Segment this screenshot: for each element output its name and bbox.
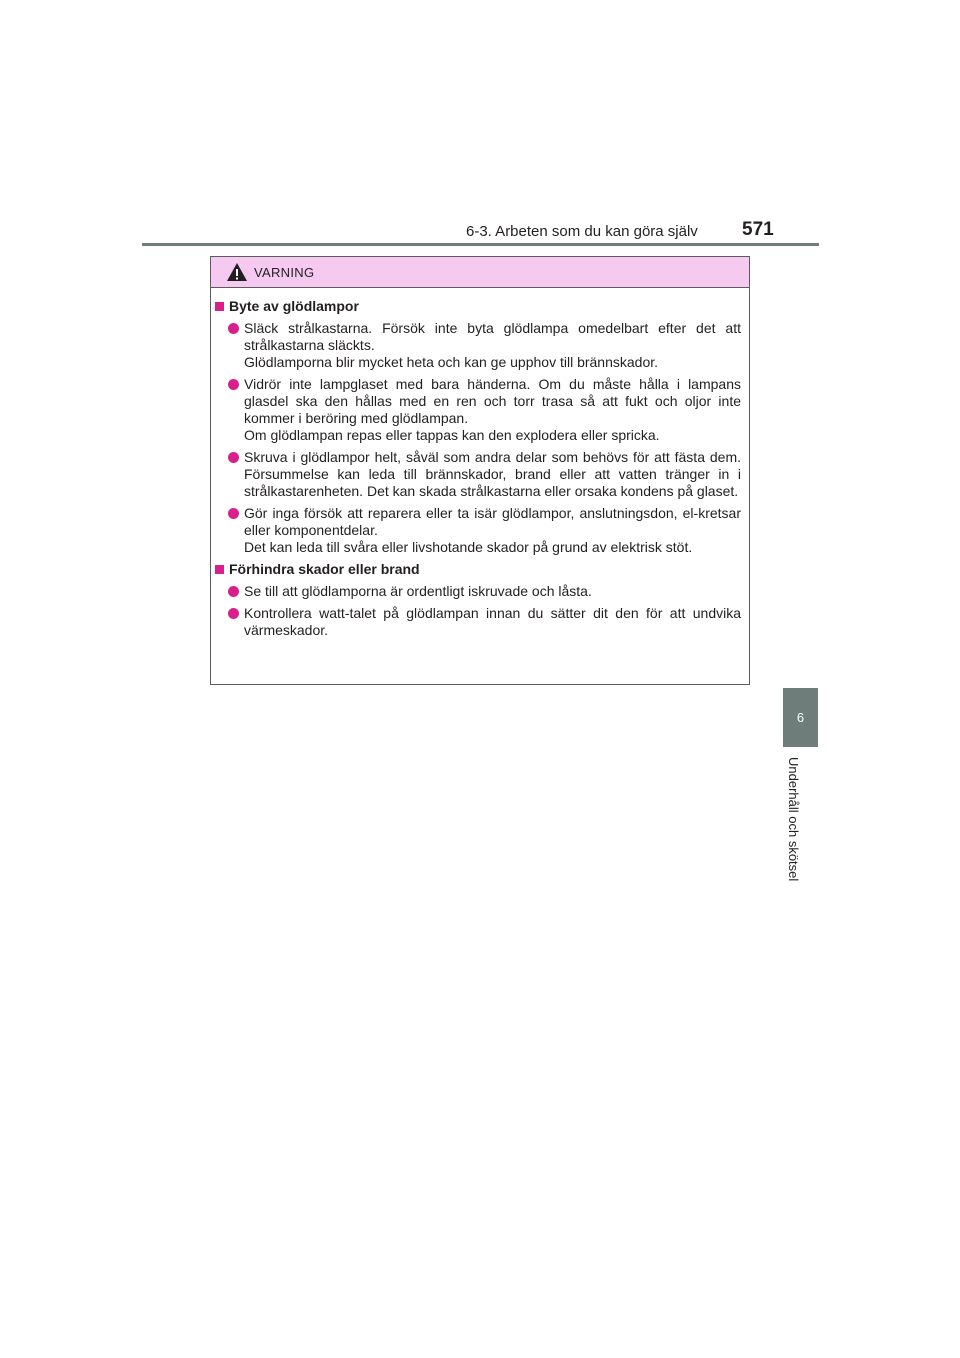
dot-bullet-icon	[228, 508, 239, 519]
section-heading-text: Förhindra skador eller brand	[229, 561, 420, 577]
item-line: Gör inga försök att reparera eller ta isär glödlampor, anslutningsdon, el-kretsar eller komponentdelar.	[244, 505, 741, 538]
square-bullet-icon	[215, 302, 224, 311]
list-item	[215, 505, 741, 556]
item-line: Det kan leda till svåra eller livshotande skador på grund av elektrisk stöt.	[244, 539, 693, 555]
list-item	[215, 376, 741, 444]
square-bullet-icon	[215, 565, 224, 574]
warning-box	[210, 256, 750, 685]
side-tab-number: 6	[783, 688, 818, 747]
warning-triangle-icon	[226, 262, 248, 282]
item-line: Vidrör inte lampglaset med bara händerna. Om du måste hålla i lampans glasdel ska den hållas med en ren och torr trasa så att fukt och oljor inte kommer i beröring med glödlampan.	[244, 376, 741, 426]
section-heading	[215, 298, 741, 315]
header-rule	[142, 243, 819, 246]
warning-body	[211, 288, 749, 639]
item-line: Se till att glödlamporna är ordentligt iskruvade och låsta.	[244, 583, 592, 599]
list-item-text	[244, 505, 741, 556]
list-item-text	[244, 583, 741, 600]
item-line: Kontrollera watt-talet på glödlampan innan du sätter dit den för att undvika värmeskador.	[244, 605, 741, 638]
list-item	[215, 449, 741, 500]
side-chapter-label: Underhåll och skötsel	[786, 757, 801, 882]
item-line: Om glödlampan repas eller tappas kan den explodera eller spricka.	[244, 427, 660, 443]
warning-label: VARNING	[254, 265, 315, 280]
item-line: Släck strålkastarna. Försök inte byta glödlampa omedelbart efter det att strålkastarna släckts.	[244, 320, 741, 353]
dot-bullet-icon	[228, 379, 239, 390]
item-line: Skruva i glödlampor helt, såväl som andra delar som behövs för att fästa dem. Försummelse kan leda till brännskador, brand eller att vatten tränger in i strålkastarenheten. Det kan skada strålkastarna eller orsaka kondens på glaset.	[244, 449, 741, 499]
list-item-text	[244, 605, 741, 639]
list-item-text	[244, 376, 741, 444]
item-line: Glödlamporna blir mycket heta och kan ge upphov till brännskador.	[244, 354, 659, 370]
list-item-text	[244, 449, 741, 500]
warning-header	[211, 257, 749, 288]
header-title: 6-3. Arbeten som du kan göra själv	[466, 223, 698, 240]
dot-bullet-icon	[228, 586, 239, 597]
dot-bullet-icon	[228, 452, 239, 463]
list-item-text	[244, 320, 741, 371]
dot-bullet-icon	[228, 323, 239, 334]
dot-bullet-icon	[228, 608, 239, 619]
list-item	[215, 320, 741, 371]
section-heading	[215, 561, 741, 578]
page-number: 571	[742, 219, 774, 240]
list-item	[215, 583, 741, 600]
section-heading-text: Byte av glödlampor	[229, 298, 359, 314]
list-item	[215, 605, 741, 639]
